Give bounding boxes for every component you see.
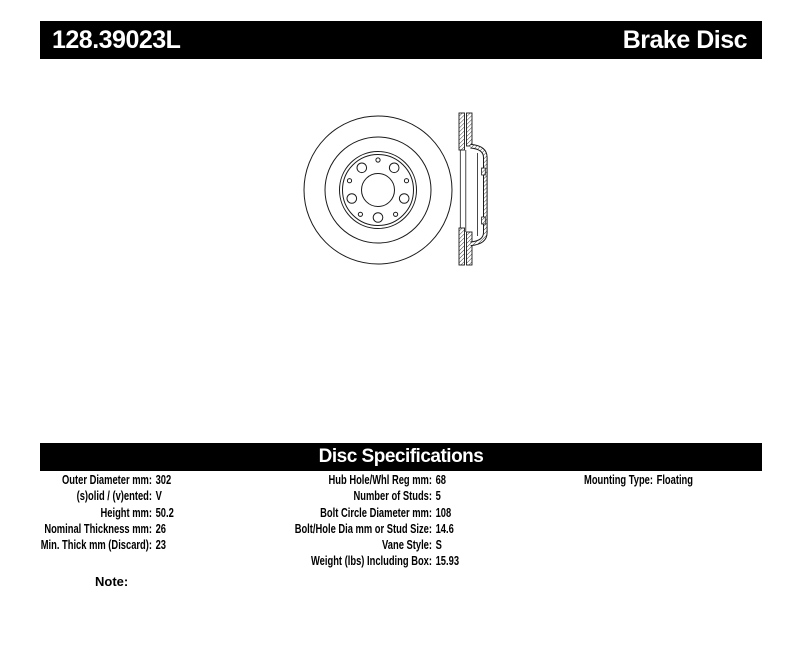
- spec-value: 108: [435, 504, 452, 520]
- spec-row: [274, 537, 533, 553]
- spec-row: [274, 488, 533, 504]
- section-plate: [459, 228, 465, 265]
- rib-cut: [482, 168, 486, 175]
- spec-value: 26: [155, 520, 167, 536]
- center-bore-circle: [362, 174, 395, 207]
- header-bar: [40, 21, 762, 59]
- spec-value: V: [155, 488, 162, 504]
- hub-inner-circle: [343, 155, 414, 226]
- spec-label: Weight (lbs) Including Box:: [311, 553, 432, 569]
- section-plate: [459, 113, 465, 150]
- stud-hole: [373, 213, 383, 223]
- spec-value: 68: [435, 472, 447, 487]
- spec-row: [30, 537, 260, 553]
- spec-column-left: [30, 472, 260, 553]
- spec-value: 14.6: [435, 520, 454, 536]
- section-plate: [467, 232, 473, 265]
- spec-column-right: [574, 472, 747, 488]
- outer-diameter-circle: [304, 116, 452, 264]
- index-hole: [394, 212, 398, 216]
- index-hole: [347, 179, 351, 183]
- spec-column-middle: [274, 472, 533, 570]
- disc-specifications-bar: [40, 443, 762, 471]
- index-hole: [358, 212, 362, 216]
- spec-label: Height mm:: [100, 504, 152, 520]
- spec-label: Bolt Circle Diameter mm:: [320, 504, 432, 520]
- spec-row: [274, 472, 533, 488]
- brake-disc-front-view: [304, 116, 452, 264]
- spec-row: [274, 505, 533, 521]
- spec-value: Floating: [656, 472, 693, 487]
- spec-row: [574, 472, 747, 488]
- spec-label: Vane Style:: [382, 537, 432, 553]
- spec-value: 15.93: [435, 553, 460, 569]
- spec-label: Nominal Thickness mm:: [44, 520, 152, 536]
- spec-value: 5: [435, 488, 441, 504]
- spec-label: (s)olid / (v)ented:: [76, 488, 152, 504]
- brake-disc-drawing: [285, 100, 500, 280]
- spec-value: 302: [155, 472, 172, 487]
- spec-row: [30, 488, 260, 504]
- section-plate: [467, 113, 473, 146]
- spec-label: Bolt/Hole Dia mm or Stud Size:: [294, 520, 432, 536]
- spec-row: [274, 553, 533, 569]
- spec-row: [30, 472, 260, 488]
- index-hole: [376, 158, 380, 162]
- hub-outer-circle: [340, 152, 417, 229]
- spec-label: Mounting Type:: [584, 472, 653, 487]
- stud-hole: [357, 163, 367, 173]
- spec-label: Hub Hole/Whl Reg mm:: [328, 472, 432, 487]
- stud-hole: [389, 163, 399, 173]
- product-type-title: Brake Disc: [622, 25, 747, 54]
- spec-value: 50.2: [155, 504, 174, 520]
- spec-value: S: [435, 537, 442, 553]
- rib-cut: [482, 217, 486, 224]
- spec-value: 23: [155, 537, 167, 553]
- spec-row: [30, 521, 260, 537]
- spec-row: [30, 505, 260, 521]
- spec-label: Min. Thick mm (Discard):: [40, 537, 152, 553]
- note-label: Note:: [95, 574, 129, 589]
- spec-label: Number of Studs:: [353, 488, 432, 504]
- index-hole: [404, 179, 408, 183]
- friction-ring-inner-circle: [325, 137, 431, 243]
- spec-row: [274, 521, 533, 537]
- stud-hole: [399, 194, 409, 204]
- brake-disc-cross-section: [459, 113, 485, 265]
- part-number: 128.39023L: [52, 25, 181, 54]
- spec-label: Outer Diameter mm:: [62, 472, 153, 487]
- section-title: Disc Specifications: [318, 446, 484, 467]
- stud-hole: [347, 194, 357, 204]
